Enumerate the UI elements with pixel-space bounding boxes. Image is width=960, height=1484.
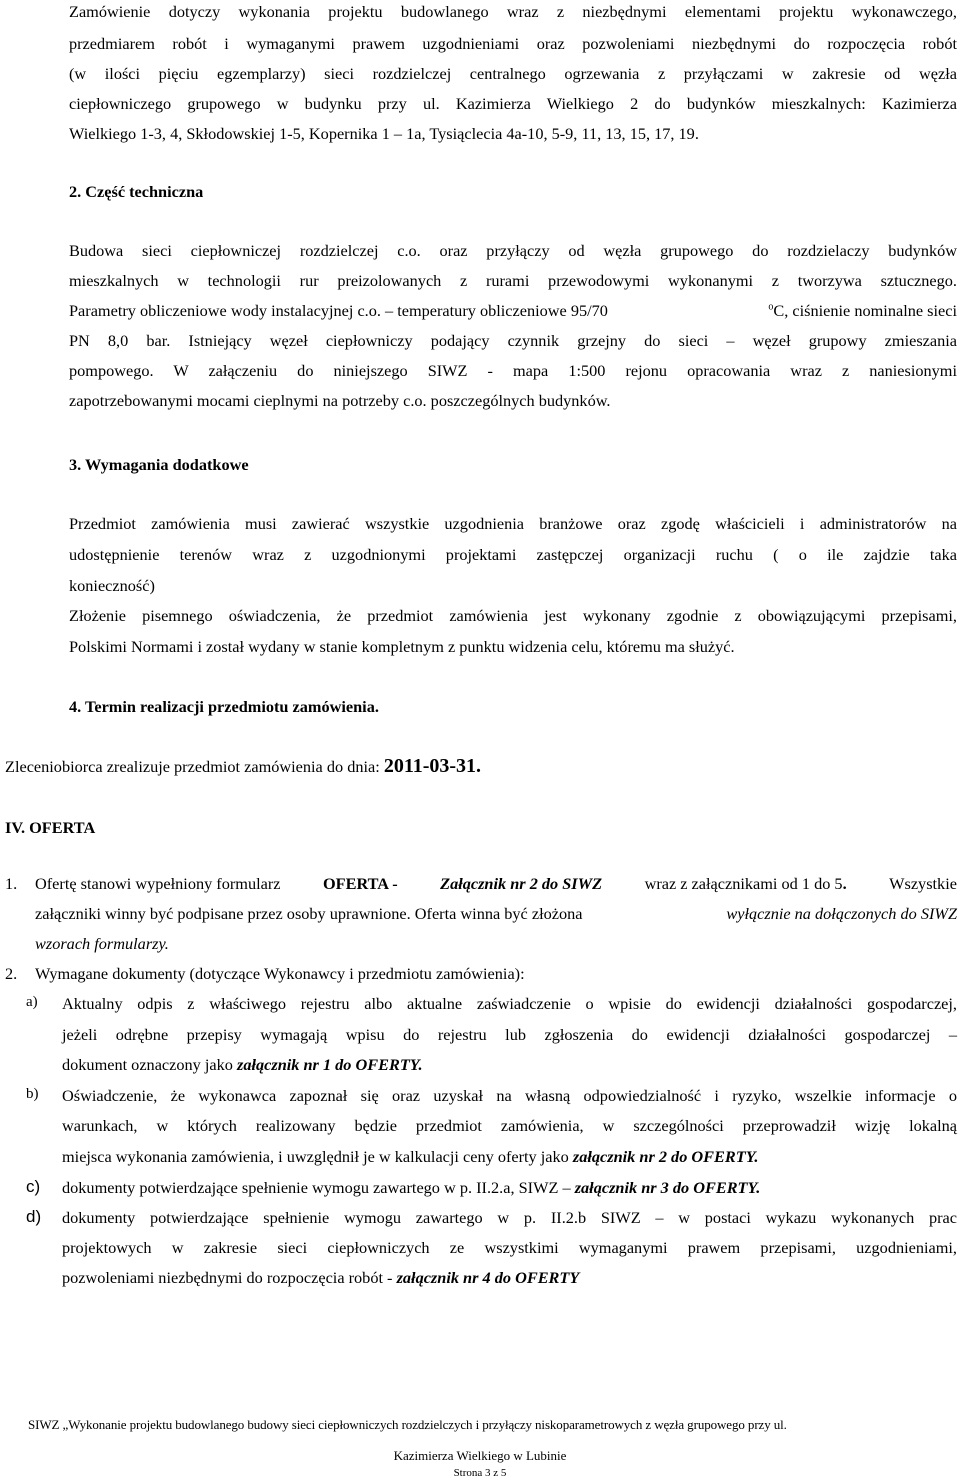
item-2-number: 2.: [5, 964, 18, 983]
section-iv-heading: IV. OFERTA: [5, 818, 96, 837]
item-a-l3a: dokument oznaczony jako: [62, 1055, 233, 1074]
section-2-line-5: pompowego. W załączeniu do niniejszego SIWZ - mapa 1:500 rejonu opracowania wraz z naniesionymi: [69, 361, 957, 380]
page-number: Strona 3 z 5: [453, 1467, 507, 1479]
section-2-line-3: [69, 301, 957, 321]
section-2-line-6: zapotrzebowanymi mocami cieplnymi na potrzeby c.o. poszczególnych budynków.: [69, 391, 611, 410]
item-a-line-3: [62, 1055, 423, 1075]
item-d-line-3: [62, 1268, 579, 1288]
item-1-number: 1.: [5, 874, 18, 893]
footer-title: SIWZ „Wykonanie projektu budowlanego budowy sieci ciepłowniczych rozdzielczych i przyłączy niskoparametrowych z węzła grupowego przy ul.: [28, 1417, 787, 1432]
section-2-line-3-tail: [768, 301, 957, 321]
item-b-line-2: warunkach, w których realizowany będzie przedmiot zamówienia, w szczególności przeprowadził wizję lokalną: [62, 1116, 957, 1135]
footer-location: Kazimierza Wielkiego w Lubinie: [393, 1448, 567, 1463]
item-1-l1a: Ofertę stanowi wypełniony formularz: [35, 874, 281, 893]
item-1-l1d: wraz z załącznikami od 1 do 5: [644, 874, 843, 893]
item-1-line-2: [35, 904, 957, 924]
section-2-line-2: mieszkalnych w technologii rur preizolowanych z rurami przewodowymi wykonanymi z tworzywa sztucznego.: [69, 271, 957, 290]
item-b-line-1: Oświadczenie, że wykonawca zapoznał się oraz uzyskał na własną odpowiedzialność i ryzyko, wszelkie informacje o: [62, 1086, 957, 1105]
section-3-line-2: udostępnienie terenów wraz z uzgodnionymi projektami zastępczej organizacji ruchu ( o ile zajdzie taka: [69, 545, 957, 564]
item-a-line-2: jeżeli odrębne przepisy wymagają wpisu do rejestru lub zgłoszenia do ewidencji działalności gospodarczej –: [62, 1025, 957, 1044]
item-1-l1b: OFERTA -: [322, 874, 398, 893]
deadline-line: [5, 755, 481, 778]
deadline-date: 2011-03-31.: [383, 755, 482, 777]
item-d-l3a: pozwoleniami niezbędnymi do rozpoczęcia robót -: [62, 1268, 393, 1287]
item-1-l1f: Wszystkie: [889, 874, 957, 893]
item-c-marker: c): [26, 1177, 41, 1196]
intro-line-3: (w ilości pięciu egzemplarzy) sieci rozdzielczej centralnego ogrzewania z przyłączami w zakresie od węzła: [69, 64, 957, 83]
item-c-l1b: załącznik nr 3 do OFERTY.: [574, 1178, 761, 1197]
intro-line-5: Wielkiego 1-3, 4, Skłodowskiej 1-5, Kopernika 1 – 1a, Tysiąclecia 4a-10, 5-9, 11, 13, 15, 17, 19.: [69, 124, 699, 143]
item-1-l1e: .: [842, 874, 847, 893]
item-d-line-2: projektowych w zakresie sieci ciepłowniczych ze wszystkimi wymaganymi prawem przepisami, uzgodnieniami,: [62, 1238, 957, 1257]
section-3-line-3: konieczność): [69, 576, 155, 595]
item-1-line-3: wzorach formularzy.: [35, 934, 169, 953]
section-3-line-4: Złożenie pisemnego oświadczenia, że przedmiot zamówienia jest wykonany zgodnie z obowiązującymi przepisami,: [69, 606, 957, 625]
section-2-line-4: PN 8,0 bar. Istniejący węzeł ciepłowniczy podający czynnik grzejny do sieci – węzeł grupowy zmieszania: [69, 331, 957, 350]
section-3-line-1: Przedmiot zamówienia musi zawierać wszystkie uzgodnienia branżowe oraz zgodę właścicieli i administratorów na: [69, 514, 957, 533]
item-c-line-1: [62, 1178, 760, 1198]
item-1-l2b: wyłącznie na dołączonych do SIWZ: [726, 904, 957, 923]
item-b-l3a: miejsca wykonania zamówienia, i uwzględnił je w kalkulacji ceny oferty jako: [62, 1147, 569, 1166]
intro-line-2: przedmiarem robót i wymaganymi prawem uzgodnieniami oraz pozwoleniami niezbędnymi do rozpoczęcia robót: [69, 34, 957, 53]
section-4-heading: 4. Termin realizacji przedmiotu zamówienia.: [69, 697, 379, 716]
section-2-line-3-tail-text: C, ciśnienie nominalne sieci: [773, 301, 957, 320]
item-a-l3b: załącznik nr 1 do OFERTY.: [236, 1055, 423, 1074]
item-1-l1d-group: [645, 874, 847, 894]
section-2-line-3-head: Parametry obliczeniowe wody instalacyjnej c.o. – temperatury obliczeniowe 95/70: [69, 301, 608, 320]
item-d-marker: d): [26, 1207, 42, 1226]
section-3-line-5: Polskimi Normami i został wydany w stanie kompletnym z punktu widzenia celu, któremu ma służyć.: [69, 637, 735, 656]
item-d-line-1: dokumenty potwierdzające spełnienie wymogu zawartego w p. II.2.b SIWZ – w postaci wykazu wykonanych prac: [62, 1208, 957, 1227]
intro-line-1: Zamówienie dotyczy wykonania projektu budowlanego wraz z niezbędnymi elementami projektu wykonawczego,: [69, 2, 957, 21]
deadline-text: Zleceniobiorca zrealizuje przedmiot zamówienia do dnia:: [5, 757, 380, 776]
item-1-l1c: Załącznik nr 2 do SIWZ: [440, 874, 603, 893]
item-a-line-1: Aktualny odpis z właściwego rejestru albo aktualne zaświadczenie o wpisie do ewidencji działalności gospodarczej,: [62, 994, 957, 1013]
item-1-line-1: [35, 874, 957, 894]
degree-sup: o: [768, 301, 774, 313]
section-2-line-1: Budowa sieci ciepłowniczej rozdzielczej c.o. oraz przyłączy od węzła grupowego do rozdzielaczy budynków: [69, 241, 957, 260]
item-b-line-3: [62, 1147, 759, 1167]
item-b-marker: b): [26, 1086, 39, 1102]
item-2-text: Wymagane dokumenty (dotyczące Wykonawcy i przedmiotu zamówienia):: [35, 964, 525, 983]
item-d-l3b: załącznik nr 4 do OFERTY: [396, 1268, 580, 1287]
item-c-l1a: dokumenty potwierdzające spełnienie wymogu zawartego w p. II.2.a, SIWZ –: [62, 1178, 571, 1197]
item-b-l3b: załącznik nr 2 do OFERTY.: [572, 1147, 759, 1166]
intro-line-4: ciepłowniczego grupowego w budynku przy ul. Kazimierza Wielkiego 2 do budynków mieszkalnych: Kazimierza: [69, 94, 957, 113]
section-2-heading: 2. Część techniczna: [69, 182, 204, 201]
item-a-marker: a): [26, 994, 38, 1010]
item-1-l2a: załączniki winny być podpisane przez osoby uprawnione. Oferta winna być złożona: [35, 904, 583, 923]
section-3-heading: 3. Wymagania dodatkowe: [69, 455, 249, 474]
